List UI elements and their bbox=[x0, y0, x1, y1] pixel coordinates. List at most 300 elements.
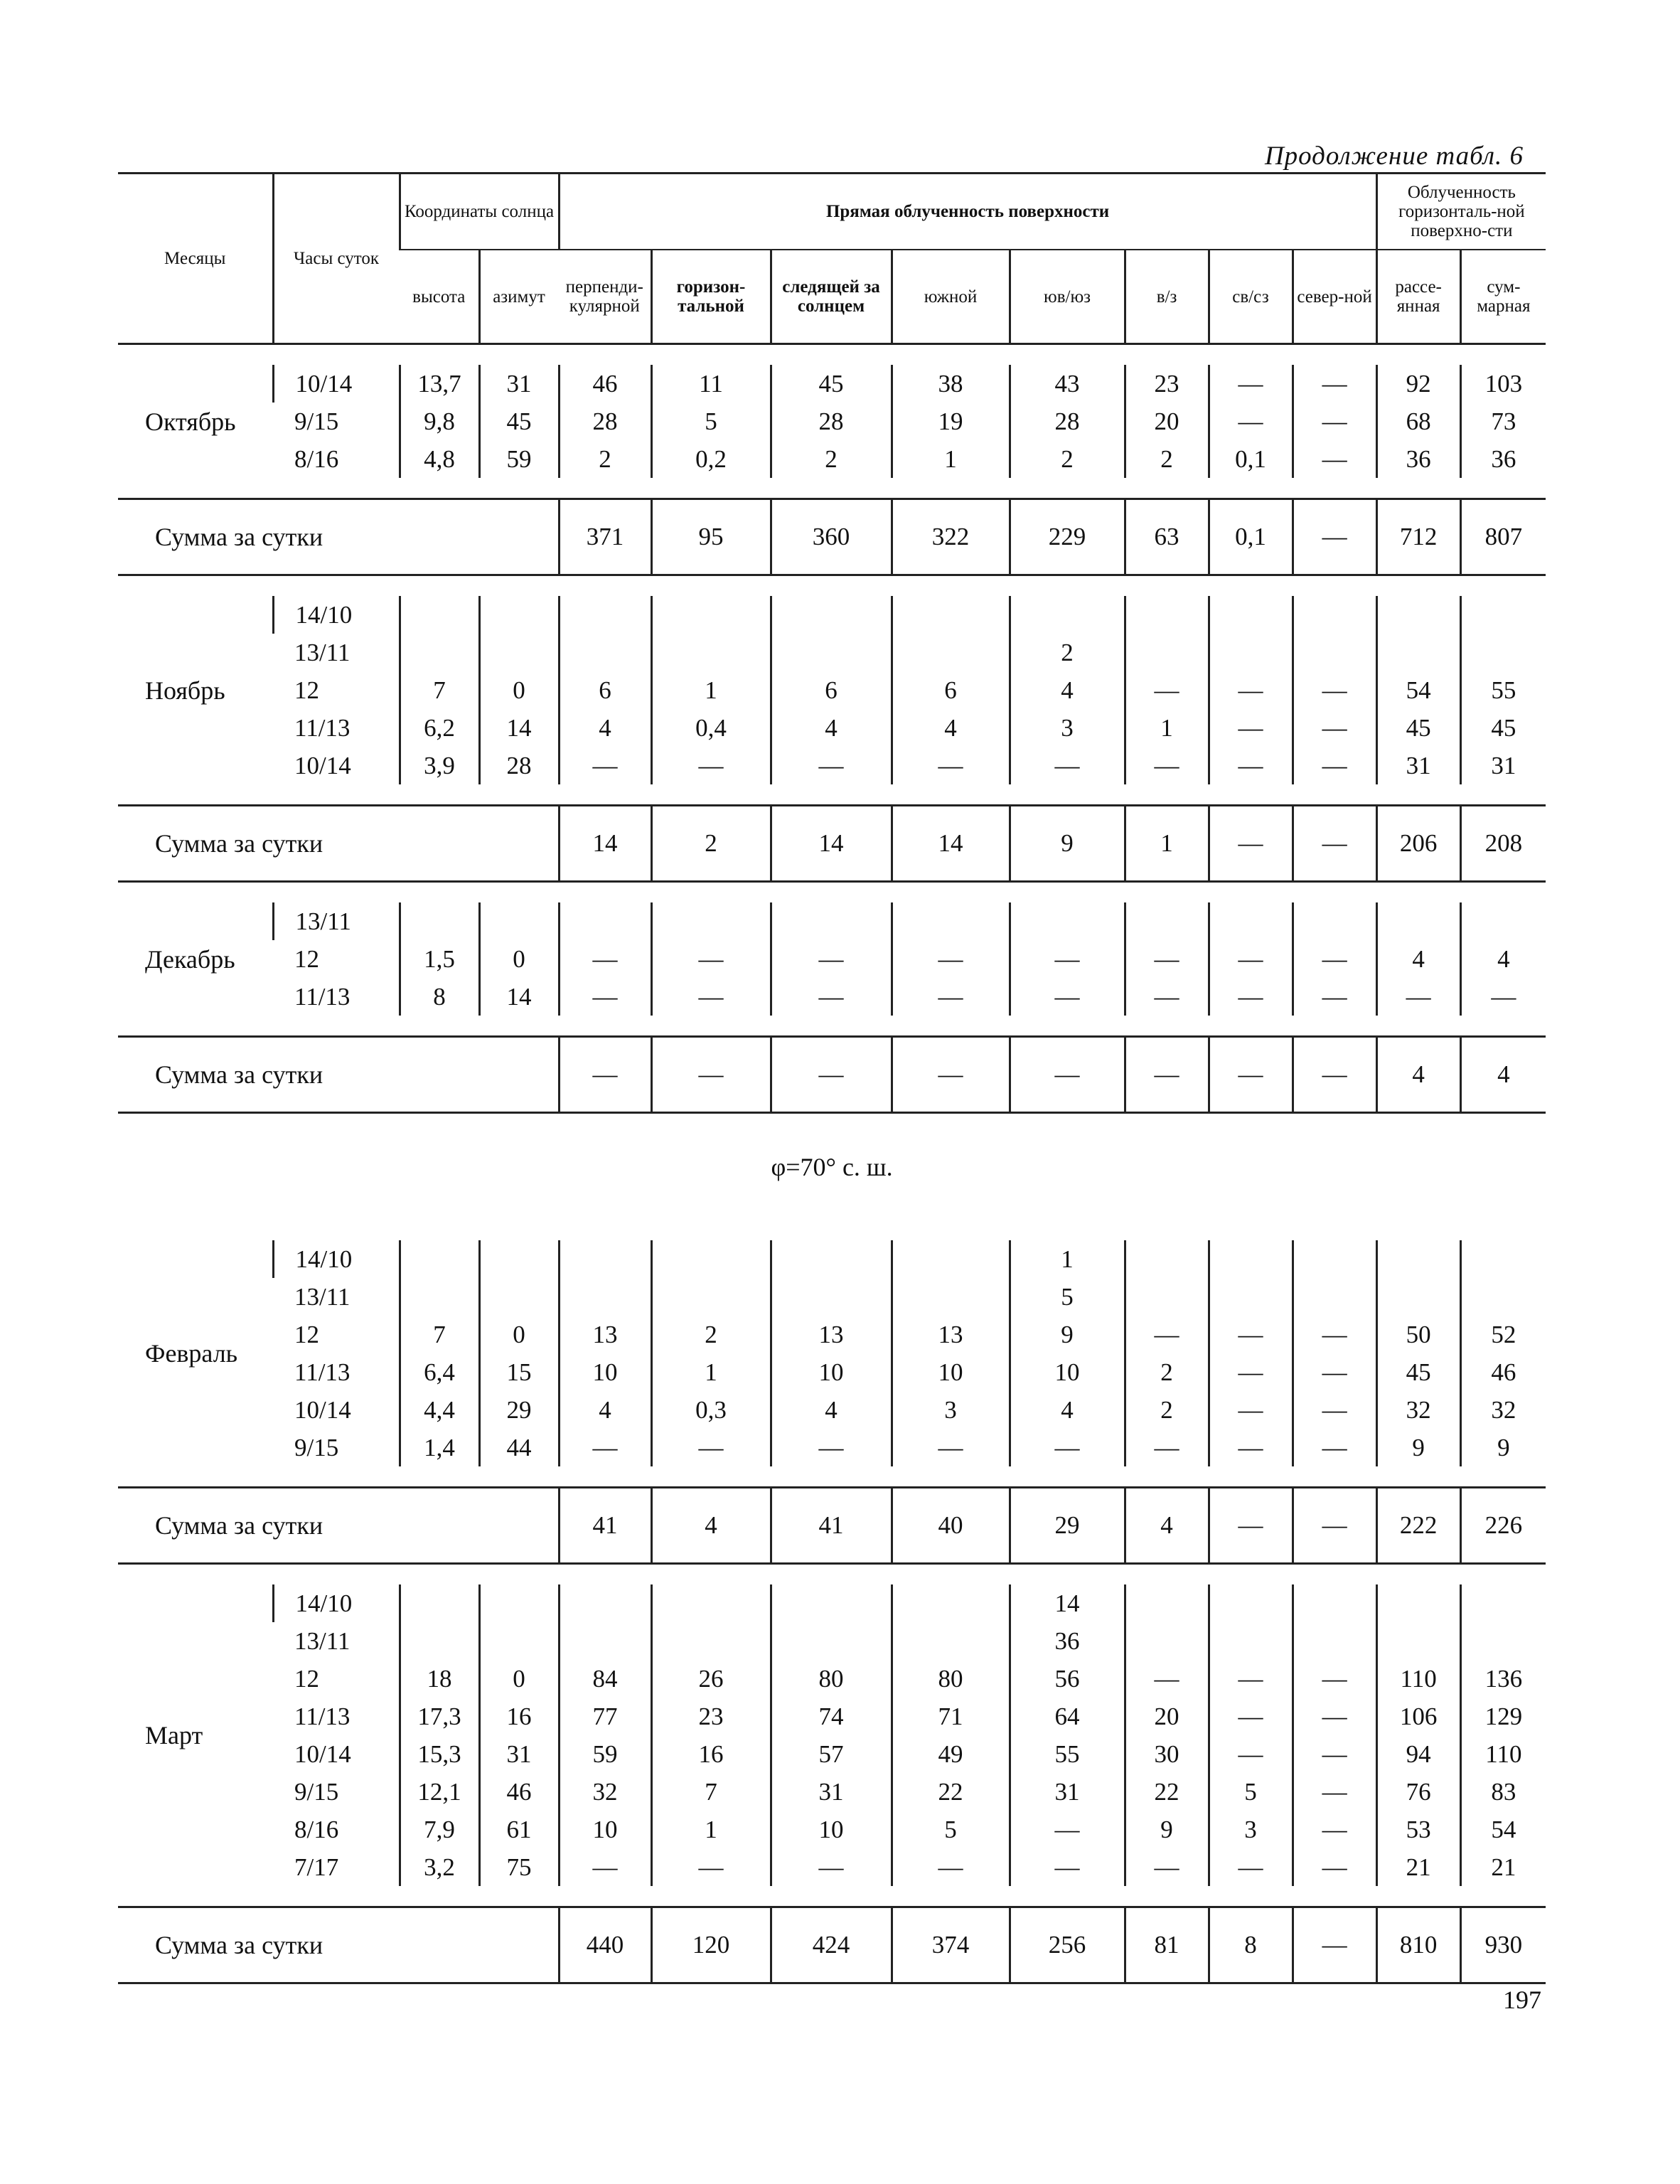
table-header bbox=[118, 174, 1546, 344]
cell-e-w: 22 bbox=[1125, 1773, 1209, 1811]
cell-tracking bbox=[771, 634, 892, 671]
cell-tracking: — bbox=[771, 940, 892, 978]
cell-e-w bbox=[1125, 1240, 1209, 1278]
cell-hour: 13/11 bbox=[294, 1626, 351, 1655]
cell-horizontal: — bbox=[651, 1429, 771, 1466]
cell-diffuse: 92 bbox=[1376, 365, 1460, 403]
sum-row bbox=[118, 499, 1546, 575]
irradiance-table bbox=[118, 172, 1546, 1984]
table-row bbox=[118, 940, 1546, 978]
cell-ne-nw: — bbox=[1209, 1698, 1293, 1735]
cell-se-sw bbox=[1010, 902, 1125, 940]
cell-ne-nw: 5 bbox=[1209, 1773, 1293, 1811]
sum-row bbox=[118, 806, 1546, 882]
cell-diffuse: 9 bbox=[1376, 1429, 1460, 1466]
cell-perpendicular: — bbox=[559, 1848, 651, 1886]
cell-perpendicular: 10 bbox=[559, 1811, 651, 1848]
cell-perpendicular: 6 bbox=[559, 671, 651, 709]
spacer-row bbox=[118, 1466, 1546, 1488]
cell-se-sw: 43 bbox=[1010, 365, 1125, 403]
cell-total: 32 bbox=[1460, 1391, 1546, 1429]
cell-e-w: 20 bbox=[1125, 1698, 1209, 1735]
cell-e-w: 20 bbox=[1125, 403, 1209, 440]
cell-hour: 10/14 bbox=[294, 1395, 351, 1424]
sum-perpendicular: — bbox=[559, 1037, 651, 1113]
cell-altitude: 7,9 bbox=[400, 1811, 479, 1848]
month-name: Октябрь bbox=[145, 407, 236, 436]
sum-diffuse: 4 bbox=[1376, 1037, 1460, 1113]
cell-tracking: 2 bbox=[771, 440, 892, 478]
cell-azimuth bbox=[479, 1622, 559, 1660]
spacer-cell bbox=[118, 1016, 1546, 1037]
cell-north: — bbox=[1293, 1429, 1376, 1466]
cell-horizontal: — bbox=[651, 747, 771, 784]
cell-e-w bbox=[1125, 1278, 1209, 1316]
cell-perpendicular bbox=[559, 1584, 651, 1622]
spacer-row bbox=[118, 344, 1546, 366]
cell-ne-nw bbox=[1209, 1584, 1293, 1622]
cell-hour: 13/11 bbox=[273, 902, 400, 940]
cell-north: — bbox=[1293, 1353, 1376, 1391]
cell-altitude bbox=[400, 902, 479, 940]
spacer-cell bbox=[118, 882, 1546, 903]
spacer-row bbox=[118, 575, 1546, 597]
cell-e-w: 23 bbox=[1125, 365, 1209, 403]
cell-ne-nw: 3 bbox=[1209, 1811, 1293, 1848]
cell-altitude: 9,8 bbox=[400, 403, 479, 440]
cell-azimuth: 44 bbox=[479, 1429, 559, 1466]
spacer-cell bbox=[118, 575, 1546, 597]
cell-altitude: 8 bbox=[400, 978, 479, 1016]
cell-north: — bbox=[1293, 709, 1376, 747]
cell-total: — bbox=[1460, 978, 1546, 1016]
cell-south: 49 bbox=[892, 1735, 1010, 1773]
month-section bbox=[118, 575, 1546, 882]
cell-horizontal: 0,4 bbox=[651, 709, 771, 747]
cell-tracking: 6 bbox=[771, 671, 892, 709]
sum-ne-nw: — bbox=[1209, 1488, 1293, 1564]
cell-hour: 11/13 bbox=[294, 713, 351, 742]
cell-hour: 7/17 bbox=[294, 1853, 339, 1881]
table-row bbox=[118, 1353, 1546, 1391]
table-row bbox=[118, 1735, 1546, 1773]
sum-ne-nw: — bbox=[1209, 1037, 1293, 1113]
cell-perpendicular bbox=[559, 1278, 651, 1316]
spacer-cell bbox=[118, 478, 1546, 499]
sum-horizontal: 95 bbox=[651, 499, 771, 575]
cell-total bbox=[1460, 1622, 1546, 1660]
cell-south: 19 bbox=[892, 403, 1010, 440]
cell-total bbox=[1460, 634, 1546, 671]
sum-perpendicular: 41 bbox=[559, 1488, 651, 1564]
cell-azimuth: 45 bbox=[479, 403, 559, 440]
page-number: 197 bbox=[1503, 1986, 1541, 2014]
cell-diffuse: 76 bbox=[1376, 1773, 1460, 1811]
cell-altitude: 3,9 bbox=[400, 747, 479, 784]
cell-south: 38 bbox=[892, 365, 1010, 403]
sum-total: 4 bbox=[1460, 1037, 1546, 1113]
cell-se-sw: — bbox=[1010, 978, 1125, 1016]
cell-diffuse: 21 bbox=[1376, 1848, 1460, 1886]
cell-e-w: 1 bbox=[1125, 709, 1209, 747]
cell-e-w: — bbox=[1125, 1316, 1209, 1353]
month-section bbox=[118, 1220, 1546, 1564]
cell-south: 80 bbox=[892, 1660, 1010, 1698]
cell-south bbox=[892, 634, 1010, 671]
cell-diffuse: 68 bbox=[1376, 403, 1460, 440]
cell-south: 3 bbox=[892, 1391, 1010, 1429]
sum-label: Сумма за сутки bbox=[118, 499, 559, 575]
sum-diffuse: 206 bbox=[1376, 806, 1460, 882]
cell-hour: 9/15 bbox=[294, 1777, 339, 1806]
header-south: южной bbox=[892, 250, 1010, 344]
sum-row bbox=[118, 1488, 1546, 1564]
cell-hour: 12 bbox=[294, 676, 319, 704]
month-name: Декабрь bbox=[145, 944, 235, 974]
cell-hour: 12 bbox=[294, 944, 319, 973]
table-row bbox=[118, 596, 1546, 634]
cell-ne-nw bbox=[1209, 1622, 1293, 1660]
spacer-cell bbox=[118, 1220, 1546, 1240]
cell-e-w: — bbox=[1125, 1429, 1209, 1466]
header-north: север-ной bbox=[1293, 250, 1376, 344]
sum-north: — bbox=[1293, 499, 1376, 575]
cell-e-w: 2 bbox=[1125, 440, 1209, 478]
sum-e-w: 81 bbox=[1125, 1907, 1209, 1983]
cell-azimuth: 31 bbox=[479, 1735, 559, 1773]
cell-diffuse: 54 bbox=[1376, 671, 1460, 709]
cell-hour: 13/11 bbox=[294, 638, 351, 666]
sum-tracking: 14 bbox=[771, 806, 892, 882]
cell-south: 5 bbox=[892, 1811, 1010, 1848]
sum-horizontal: 120 bbox=[651, 1907, 771, 1983]
spacer-row bbox=[118, 1220, 1546, 1240]
cell-perpendicular bbox=[559, 1622, 651, 1660]
cell-tracking bbox=[771, 1278, 892, 1316]
sum-horizontal: — bbox=[651, 1037, 771, 1113]
sum-south: 14 bbox=[892, 806, 1010, 882]
cell-e-w bbox=[1125, 1622, 1209, 1660]
sum-se-sw: 256 bbox=[1010, 1907, 1125, 1983]
sum-e-w: 4 bbox=[1125, 1488, 1209, 1564]
cell-north: — bbox=[1293, 1811, 1376, 1848]
cell-perpendicular: — bbox=[559, 940, 651, 978]
cell-altitude: 15,3 bbox=[400, 1735, 479, 1773]
cell-hour: 14/10 bbox=[273, 1584, 400, 1622]
cell-horizontal: 16 bbox=[651, 1735, 771, 1773]
cell-diffuse bbox=[1376, 1622, 1460, 1660]
header-sun-coords: Координаты солнца bbox=[400, 174, 559, 250]
cell-tracking: 13 bbox=[771, 1316, 892, 1353]
cell-se-sw: 2 bbox=[1010, 440, 1125, 478]
cell-horizontal: — bbox=[651, 940, 771, 978]
table-row bbox=[118, 709, 1546, 747]
table-row bbox=[118, 1316, 1546, 1353]
month-name: Март bbox=[145, 1721, 203, 1749]
cell-se-sw: 31 bbox=[1010, 1773, 1125, 1811]
cell-altitude bbox=[400, 1622, 479, 1660]
cell-horizontal: — bbox=[651, 978, 771, 1016]
cell-azimuth bbox=[479, 1278, 559, 1316]
cell-se-sw: 28 bbox=[1010, 403, 1125, 440]
cell-north: — bbox=[1293, 1735, 1376, 1773]
cell-diffuse bbox=[1376, 902, 1460, 940]
sum-tracking: 41 bbox=[771, 1488, 892, 1564]
cell-altitude: 3,2 bbox=[400, 1848, 479, 1886]
sum-total: 930 bbox=[1460, 1907, 1546, 1983]
sum-north: — bbox=[1293, 1488, 1376, 1564]
cell-south bbox=[892, 1278, 1010, 1316]
sum-e-w: 63 bbox=[1125, 499, 1209, 575]
cell-north: — bbox=[1293, 1773, 1376, 1811]
sum-perpendicular: 440 bbox=[559, 1907, 651, 1983]
cell-perpendicular: 4 bbox=[559, 709, 651, 747]
cell-hour: 9/15 bbox=[294, 1433, 339, 1461]
sum-north: — bbox=[1293, 1037, 1376, 1113]
cell-se-sw: 5 bbox=[1010, 1278, 1125, 1316]
cell-diffuse: 110 bbox=[1376, 1660, 1460, 1698]
cell-total: 83 bbox=[1460, 1773, 1546, 1811]
cell-ne-nw: — bbox=[1209, 940, 1293, 978]
header-perpendicular: перпенди-кулярной bbox=[565, 277, 643, 316]
cell-e-w: — bbox=[1125, 747, 1209, 784]
cell-north: — bbox=[1293, 1391, 1376, 1429]
cell-ne-nw: — bbox=[1209, 1660, 1293, 1698]
cell-total: 110 bbox=[1460, 1735, 1546, 1773]
cell-altitude: 1,4 bbox=[400, 1429, 479, 1466]
cell-hour: 10/14 bbox=[294, 751, 351, 779]
cell-ne-nw: — bbox=[1209, 1848, 1293, 1886]
sum-south: 322 bbox=[892, 499, 1010, 575]
sum-label: Сумма за сутки bbox=[118, 1907, 559, 1983]
cell-horizontal bbox=[651, 1584, 771, 1622]
cell-horizontal: 5 bbox=[651, 403, 771, 440]
table-caption: Продолжение табл. 6 bbox=[1264, 142, 1524, 171]
cell-hour: 11/13 bbox=[294, 1358, 351, 1386]
sum-se-sw: 9 bbox=[1010, 806, 1125, 882]
cell-ne-nw: — bbox=[1209, 403, 1293, 440]
cell-total bbox=[1460, 596, 1546, 634]
cell-south: 13 bbox=[892, 1316, 1010, 1353]
cell-ne-nw: — bbox=[1209, 365, 1293, 403]
sum-row bbox=[118, 1037, 1546, 1113]
cell-total: 36 bbox=[1460, 440, 1546, 478]
sum-tracking: 360 bbox=[771, 499, 892, 575]
cell-se-sw: 3 bbox=[1010, 709, 1125, 747]
cell-tracking: 45 bbox=[771, 365, 892, 403]
sum-ne-nw: — bbox=[1209, 806, 1293, 882]
sum-se-sw: 29 bbox=[1010, 1488, 1125, 1564]
cell-altitude bbox=[400, 596, 479, 634]
header-diffuse: рассе-янная bbox=[1376, 250, 1460, 344]
cell-diffuse: — bbox=[1376, 978, 1460, 1016]
cell-azimuth: 0 bbox=[479, 1316, 559, 1353]
cell-total: 52 bbox=[1460, 1316, 1546, 1353]
cell-south bbox=[892, 596, 1010, 634]
sum-e-w: — bbox=[1125, 1037, 1209, 1113]
table-row bbox=[118, 1429, 1546, 1466]
cell-total: 73 bbox=[1460, 403, 1546, 440]
cell-south: 71 bbox=[892, 1698, 1010, 1735]
sum-ne-nw: 8 bbox=[1209, 1907, 1293, 1983]
table-row bbox=[118, 365, 1546, 403]
cell-tracking bbox=[771, 1622, 892, 1660]
spacer-cell bbox=[118, 344, 1546, 366]
table-row bbox=[118, 1811, 1546, 1848]
sum-south: — bbox=[892, 1037, 1010, 1113]
cell-altitude: 12,1 bbox=[400, 1773, 479, 1811]
cell-total bbox=[1460, 1584, 1546, 1622]
cell-north: — bbox=[1293, 1848, 1376, 1886]
cell-perpendicular: 84 bbox=[559, 1660, 651, 1698]
header-se-sw: юв/юз bbox=[1010, 250, 1125, 344]
cell-tracking: 80 bbox=[771, 1660, 892, 1698]
cell-north bbox=[1293, 1622, 1376, 1660]
cell-altitude: 17,3 bbox=[400, 1698, 479, 1735]
cell-north: — bbox=[1293, 747, 1376, 784]
cell-horizontal bbox=[651, 1278, 771, 1316]
cell-horizontal: 7 bbox=[651, 1773, 771, 1811]
cell-ne-nw bbox=[1209, 1278, 1293, 1316]
cell-total bbox=[1460, 1240, 1546, 1278]
sum-total: 226 bbox=[1460, 1488, 1546, 1564]
cell-perpendicular: 32 bbox=[559, 1773, 651, 1811]
cell-se-sw: 36 bbox=[1010, 1622, 1125, 1660]
cell-e-w: 2 bbox=[1125, 1391, 1209, 1429]
cell-north bbox=[1293, 634, 1376, 671]
table-row bbox=[118, 671, 1546, 709]
cell-azimuth: 61 bbox=[479, 1811, 559, 1848]
cell-altitude bbox=[400, 1584, 479, 1622]
cell-diffuse: 4 bbox=[1376, 940, 1460, 978]
cell-azimuth: 14 bbox=[479, 978, 559, 1016]
cell-horizontal: 1 bbox=[651, 671, 771, 709]
cell-azimuth: 28 bbox=[479, 747, 559, 784]
cell-north: — bbox=[1293, 403, 1376, 440]
cell-perpendicular: 10 bbox=[559, 1353, 651, 1391]
cell-diffuse: 32 bbox=[1376, 1391, 1460, 1429]
sum-label: Сумма за сутки bbox=[118, 1488, 559, 1564]
cell-e-w: — bbox=[1125, 1660, 1209, 1698]
cell-diffuse: 36 bbox=[1376, 440, 1460, 478]
cell-azimuth bbox=[479, 596, 559, 634]
cell-azimuth: 0 bbox=[479, 1660, 559, 1698]
cell-hour: 12 bbox=[294, 1320, 319, 1348]
cell-north bbox=[1293, 1584, 1376, 1622]
cell-altitude bbox=[400, 634, 479, 671]
cell-se-sw: 64 bbox=[1010, 1698, 1125, 1735]
sum-row bbox=[118, 1907, 1546, 1983]
header-horizontal-irradiance: Облученность горизонталь-ной поверхно-сти bbox=[1376, 174, 1546, 250]
month-section bbox=[118, 1564, 1546, 1983]
table-row bbox=[118, 1622, 1546, 1660]
cell-altitude: 4,8 bbox=[400, 440, 479, 478]
cell-perpendicular bbox=[559, 634, 651, 671]
cell-north bbox=[1293, 902, 1376, 940]
cell-tracking: — bbox=[771, 978, 892, 1016]
cell-south: 6 bbox=[892, 671, 1010, 709]
cell-perpendicular bbox=[559, 1240, 651, 1278]
cell-azimuth bbox=[479, 1240, 559, 1278]
cell-perpendicular: 28 bbox=[559, 403, 651, 440]
cell-azimuth bbox=[479, 634, 559, 671]
cell-ne-nw: — bbox=[1209, 1429, 1293, 1466]
cell-diffuse: 31 bbox=[1376, 747, 1460, 784]
cell-azimuth: 46 bbox=[479, 1773, 559, 1811]
cell-total: 129 bbox=[1460, 1698, 1546, 1735]
cell-altitude: 6,4 bbox=[400, 1353, 479, 1391]
sum-ne-nw: 0,1 bbox=[1209, 499, 1293, 575]
cell-north: — bbox=[1293, 940, 1376, 978]
cell-e-w: — bbox=[1125, 1848, 1209, 1886]
cell-diffuse bbox=[1376, 634, 1460, 671]
header-altitude: высота bbox=[412, 287, 466, 307]
cell-e-w: — bbox=[1125, 978, 1209, 1016]
cell-horizontal bbox=[651, 1622, 771, 1660]
cell-diffuse bbox=[1376, 1584, 1460, 1622]
cell-horizontal: 23 bbox=[651, 1698, 771, 1735]
cell-se-sw: 4 bbox=[1010, 671, 1125, 709]
cell-se-sw: 55 bbox=[1010, 1735, 1125, 1773]
cell-south bbox=[892, 1622, 1010, 1660]
sum-diffuse: 712 bbox=[1376, 499, 1460, 575]
cell-horizontal: 1 bbox=[651, 1811, 771, 1848]
header-horizontal: горизон-тальной bbox=[651, 250, 771, 344]
cell-total: 136 bbox=[1460, 1660, 1546, 1698]
cell-azimuth: 16 bbox=[479, 1698, 559, 1735]
header-hours: Часы суток bbox=[273, 174, 400, 344]
cell-altitude: 4,4 bbox=[400, 1391, 479, 1429]
cell-e-w: 2 bbox=[1125, 1353, 1209, 1391]
cell-diffuse: 45 bbox=[1376, 709, 1460, 747]
cell-azimuth bbox=[479, 902, 559, 940]
sum-diffuse: 810 bbox=[1376, 1907, 1460, 1983]
cell-horizontal: 26 bbox=[651, 1660, 771, 1698]
spacer-row bbox=[118, 784, 1546, 806]
cell-azimuth: 14 bbox=[479, 709, 559, 747]
cell-se-sw: — bbox=[1010, 747, 1125, 784]
cell-se-sw: — bbox=[1010, 1848, 1125, 1886]
cell-hour: 8/16 bbox=[294, 444, 339, 473]
cell-ne-nw: — bbox=[1209, 747, 1293, 784]
cell-perpendicular: 46 bbox=[559, 365, 651, 403]
cell-total: 4 bbox=[1460, 940, 1546, 978]
table-row bbox=[118, 1278, 1546, 1316]
cell-south bbox=[892, 1240, 1010, 1278]
cell-north: — bbox=[1293, 365, 1376, 403]
table-row bbox=[118, 978, 1546, 1016]
cell-ne-nw bbox=[1209, 902, 1293, 940]
cell-hour: 8/16 bbox=[294, 1815, 339, 1843]
cell-ne-nw: — bbox=[1209, 1391, 1293, 1429]
header-azimuth: азимут bbox=[479, 250, 559, 344]
sum-diffuse: 222 bbox=[1376, 1488, 1460, 1564]
cell-ne-nw: — bbox=[1209, 1316, 1293, 1353]
header-total: сум-марная bbox=[1460, 250, 1546, 344]
sum-north: — bbox=[1293, 1907, 1376, 1983]
cell-hour: 11/13 bbox=[294, 982, 351, 1011]
cell-ne-nw bbox=[1209, 634, 1293, 671]
table-row bbox=[118, 902, 1546, 940]
cell-tracking: — bbox=[771, 747, 892, 784]
sum-total: 208 bbox=[1460, 806, 1546, 882]
cell-total: 55 bbox=[1460, 671, 1546, 709]
latitude-separator bbox=[118, 1113, 1546, 1221]
cell-ne-nw: — bbox=[1209, 1735, 1293, 1773]
cell-ne-nw: — bbox=[1209, 978, 1293, 1016]
cell-south: — bbox=[892, 940, 1010, 978]
cell-ne-nw bbox=[1209, 1240, 1293, 1278]
